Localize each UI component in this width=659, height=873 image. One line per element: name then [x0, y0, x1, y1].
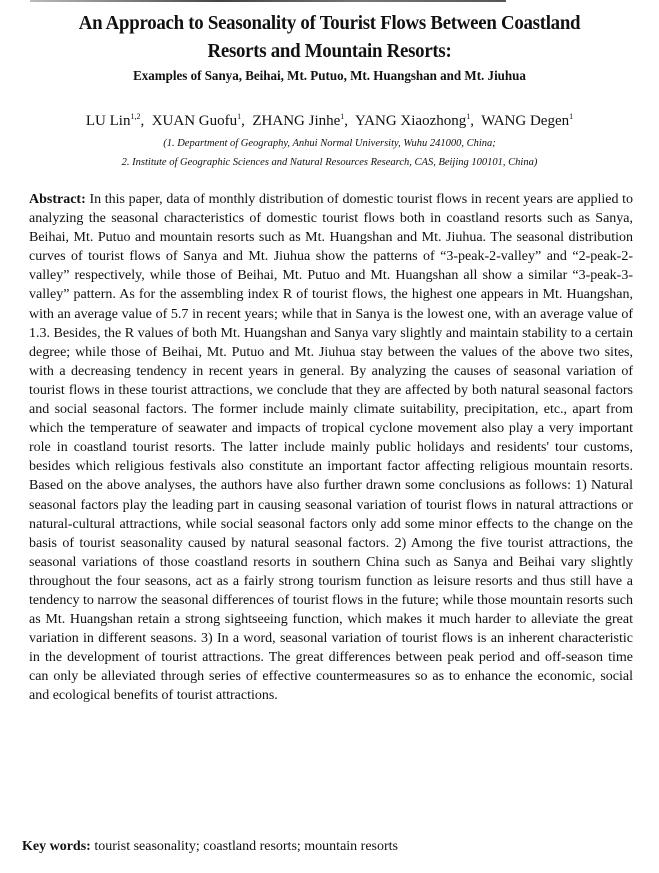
author-list: LU Lin$^{1,2}$, XUAN Guofu$^1$, ZHANG Jinhe$^1$, YANG Xiaozhong$^1$, WANG Degen$^1$ [85, 112, 574, 129]
author: WANG Degen$^1$ [481, 112, 574, 129]
paper-subtitle: Examples of Sanya, Beihai, Mt. Putuo, Mt. Huangshan and Mt. Jiuhua [133, 69, 526, 84]
author: LU Lin$^{1,2}$ [85, 112, 141, 129]
paper-title-line-2: Resorts and Mountain Resorts: [207, 40, 452, 62]
author: YANG Xiaozhong$^1$ [355, 112, 471, 129]
abstract-text: In this paper, data of monthly distribution of domestic tourist flows in recent years are applied to analyzing the seasonal characteristics of domestic tourist flows both in coastland resorts such as Sanya, Beihai, Mt. Putuo and mountain resorts such as Mt. Huangshan and Mt. Jiuhua. The seasonal distribution curves of tourist flows of Sanya and Mt. Jiuhua show the patterns of “3-peak-2-valley” and “2-peak-2-valley” respectively, while those of Beihai, Mt. Putuo and Mt. Huangshan all show a similar “3-peak-3-valley” pattern. As for the assembling index R of tourist flows, the highest one appears in Mt. Huangshan, with an average value of 5.7 in recent years; while that in Sanya is the lowest one, with an average value of 1.3. Besides, the R values of both Mt. Huangshan and Sanya vary slightly and maintain stability to a certain degree; while those of Beihai, Mt. Putuo and Mt. Jiuhua stay between the values of the above two sites, with a decreasing tendency in recent years in general. By analyzing the causes of seasonal variation of tourist flows in these tourist attractions, we conclude that they are affected by both natural seasonal factors and social seasonal factors. The former include mainly climate suitability, precipitation, etc., apart from which the temperature of seawater and impacts of tropical cyclone movement also play a very important role in coastland tourist resorts. The latter include mainly public holidays and residents' tour customs, besides which religious festivals also constitute an important factor affecting religious mountain resorts. Based on the above analyses, the authors have also further drawn some conclusions as follows: 1) Natural seasonal factors play the leading part in causing seasonal variation of tourist flows in natural attractions or natural-cultural attractions, while social seasonal factors only add some minor effects to the change on the basis of tourist seasonality caused by natural seasonal factors. 2) Among the five tourist attractions, the seasonal variations of those coastland resorts in southern China such as Sanya and Beihai vary slightly throughout the four seasons, act as a fairly strong tourism function as leisure resorts and thus still have a tendency to narrow the seasonal differences of tourist flows in the future; while those mountain resorts such as Mt. Huangshan retain a strong sightseeing function, which makes it much harder to alleviate the great variation in different seasons. 3) In a word, seasonal variation of tourist flows is an inherent characteristic in the development of tourist attractions. The great differences between peak period and off-season time can only be alleviated through series of effective countermeasures so as to enhance the economic, social and ecological benefits of tourist attractions. [29, 192, 634, 704]
abstract [29, 190, 633, 706]
paper-title-line-1: An Approach to Seasonality of Tourist Flows Between Coastland [78, 12, 581, 34]
author: XUAN Guofu$^1$ [151, 112, 242, 129]
keywords-text: tourist seasonality; coastland resorts; mountain resorts [94, 839, 398, 854]
keywords [22, 839, 398, 855]
keywords-label: Key words: [22, 839, 91, 854]
affiliation-1: (1. Department of Geography, Anhui Normal University, Wuhu 241000, China; [163, 138, 496, 149]
abstract-label: Abstract: [29, 192, 86, 207]
author: ZHANG Jinhe$^1$ [252, 112, 345, 129]
top-rule [30, 0, 506, 2]
affiliation-2: 2. Institute of Geographic Sciences and Natural Resources Research, CAS, Beijing 100101, China) [121, 157, 538, 168]
